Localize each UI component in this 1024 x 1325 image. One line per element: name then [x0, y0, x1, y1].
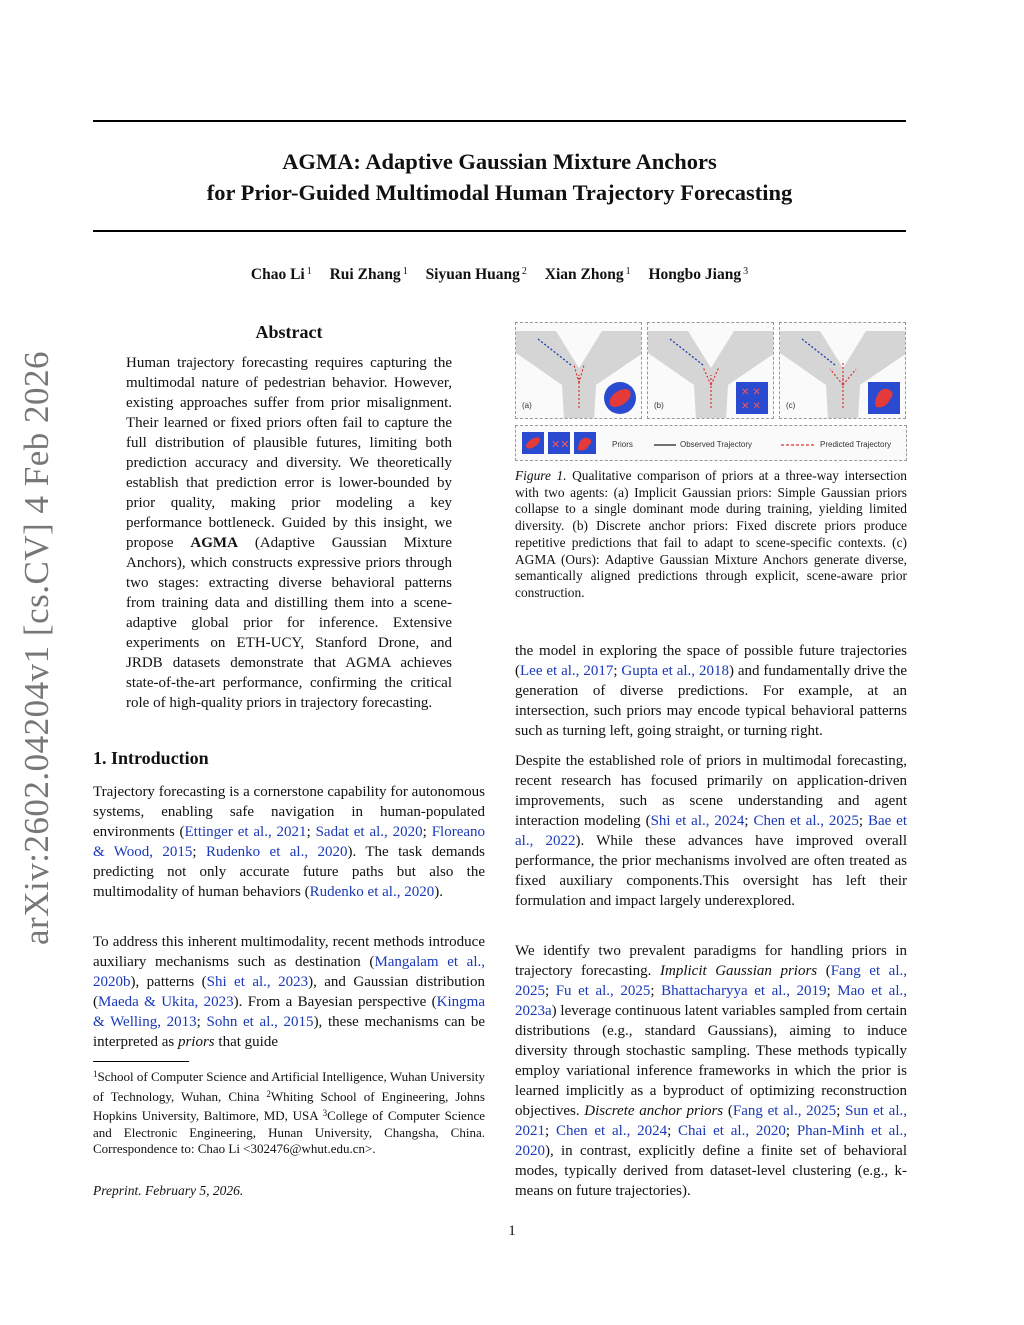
abstract-text: (Adaptive Gaussian Mixture Anchors), which constructs expressive priors through two stages: extracting diverse behavioral patterns from training data and distilling them into a scene-adaptive global prior for inference. Extensive experiments on ETH-UCY, Stanford Drone, and JRDB datasets demonstrate that AGMA achieves state-of-the-art performance, confirming the critical role of high-quality priors in trajectory forecasting. [126, 535, 452, 711]
legend-priors-label: Priors [612, 440, 633, 449]
citation-link[interactable]: Shi et al., 2023 [206, 974, 309, 990]
abstract-heading: Abstract [255, 322, 323, 342]
caption-label: Figure 1. [515, 468, 567, 483]
citation-link[interactable]: Chen et al., 2024 [555, 1123, 668, 1139]
author-name: Xian Zhong [544, 266, 624, 283]
page-number: 1 [508, 1223, 516, 1239]
paper-title [93, 146, 906, 208]
affiliation-footnote: $^1$School of Computer Science and Artificial Intelligence, Wuhan University of Technology, Wuhan, China $^2$Whiting School of Engineering, Johns Hopkins University, Baltimore, MD, USA $^3$College of Computer Science and Electronic Engineering, Hunan University, Changsha, China. Correspondence to: Chao Li <302476@whut.edu.cn>. [93, 1069, 485, 1157]
panel-label: (a) [522, 401, 532, 410]
intersection-diagram [516, 323, 642, 419]
intro-paragraph-2: To address this inherent multimodality, recent methods introduce auxiliary mechanisms such as destination (Mangalam et al., 2020b), patterns (Shi et al., 2023), and Gaussian distribution (Maeda & Ukita, 2023). From a Bayesian perspective (Kingma & Welling, 2013; Sohn et al., 2015), these mechanisms can be interpreted as priors that guide [93, 934, 485, 1050]
citation-link[interactable]: Floreano & Wood, 2015 [93, 824, 486, 860]
author [648, 266, 748, 283]
panel-label: (c) [786, 401, 796, 410]
citation-link[interactable]: Fang et al., 2025 [732, 1103, 837, 1119]
citation-link[interactable]: Mangalam et al., 2020b [93, 954, 485, 990]
author-affiliation: 2 [521, 266, 527, 277]
author-name: Rui Zhang [329, 266, 401, 283]
author [426, 266, 527, 283]
panel-label: (b) [654, 401, 664, 410]
svg-text:✕ ✕: ✕ ✕ [741, 401, 761, 412]
figure-panel-c [779, 322, 906, 419]
author [545, 266, 631, 283]
abstract-body [126, 353, 452, 713]
citation-link[interactable]: Shi et al., 2024 [650, 813, 745, 829]
svg-text:✕✕: ✕✕ [551, 438, 570, 451]
abstract-text: Human trajectory forecasting requires capturing the multimodal nature of pedestrian behavior. However, existing approaches suffer from prior misalignment. Their learned or fixed priors often fail to capture the full distribution of plausible futures, limiting both prediction accuracy and diversity. We theoretically establish that prediction error is lower-bounded by prior quality, making prior modeling a key performance bottleneck. Guided by this insight, we propose [126, 355, 452, 551]
title-bottom-rule [93, 230, 906, 232]
author-affiliation: 1 [625, 266, 631, 277]
author [251, 266, 312, 283]
col2-paragraph-3: We identify two prevalent paradigms for handling priors in trajectory forecasting. Implicit Gaussian priors (Fang et al., 2025; Fu et al., 2025; Bhattacharyya et al., 2019; Mao et al., 2023a) leverage continuous latent variables sampled from certain distributions (e.g., standard Gaussians), aiming to induce diversity through stochastic sampling. These methods typically employ variational inference frameworks in which the prior is learned implicitly as a byproduct of optimizing reconstruction objectives. Discrete anchor priors (Fang et al., 2025; Sun et al., 2021; Chen et al., 2024; Chai et al., 2020; Phan-Minh et al., 2020), in contrast, explicitly define a finite set of behavioral modes, typically derived from dataset-level clustering (e.g., k-means on future trajectories). [515, 943, 908, 1199]
citation-link[interactable]: Kingma & Welling, 2013 [93, 994, 485, 1030]
arxiv-stamp: arXiv:2602.04204v1 [cs.CV] 4 Feb 2026 [17, 350, 56, 945]
citation-link[interactable]: Ettinger et al., 2021 [184, 824, 307, 840]
citation-link[interactable]: Sun et al., 2021 [515, 1103, 908, 1139]
preprint-note: Preprint. February 5, 2026. [93, 1183, 244, 1198]
author-name: Hongbo Jiang [648, 266, 742, 283]
citation-link[interactable]: Rudenko et al., 2020 [205, 844, 348, 860]
abstract-method-name: AGMA [190, 535, 238, 551]
author-affiliation: 1 [402, 266, 408, 277]
col2-paragraph-1: the model in exploring the space of possible future trajectories (Lee et al., 2017; Gupta et al., 2018) and fundamentally drive the generation of diverse predictions. For example, at an intersection, such priors may encode typical behavioral patterns such as turning left, going straight, or turning right. [515, 643, 908, 739]
citation-link[interactable]: Chai et al., 2020 [678, 1123, 786, 1139]
col2-paragraph-2: Despite the established role of priors in multimodal forecasting, recent research has focused primarily on application-driven improvements, such as scene understanding and agent interaction modeling (Shi et al., 2024; Chen et al., 2025; Bae et al., 2022). While these advances have improved overall performance, the prior mechanisms involved are often treated as fixed auxiliary components.This oversight has left their formulation and impact largely underexplored. [515, 753, 907, 909]
citation-link[interactable]: Rudenko et al., 2020 [309, 884, 435, 900]
citation-link[interactable]: Bae et al., 2022 [515, 813, 907, 849]
author-name: Siyuan Huang [425, 266, 520, 283]
intersection-diagram [648, 323, 774, 419]
title-line-2: for Prior-Guided Multimodal Human Trajectory Forecasting [206, 180, 793, 205]
citation-link[interactable]: Lee et al., 2017 [520, 663, 614, 679]
title-top-rule [93, 120, 906, 122]
figure-1-caption [515, 468, 907, 602]
citation-link[interactable]: Fang et al., 2025 [515, 963, 908, 999]
citation-link[interactable]: Fu et al., 2025 [555, 983, 651, 999]
svg-text:✕ ✕: ✕ ✕ [741, 387, 761, 398]
section-heading-introduction: 1. Introduction [93, 748, 209, 768]
citation-link[interactable]: Mao et al., 2023a [515, 983, 907, 1019]
caption-text: Qualitative comparison of priors at a three-way intersection with two agents: (a) Implicit Gaussian priors: Simple Gaussian priors collapse to a single dominant mode during training, yielding limited diversity. (b) Discrete anchor priors: Fixed discrete priors produce repetitive predictions that fail to adapt to scene-specific contexts. (c) AGMA (Ours): Adaptive Gaussian Mixture Anchors generate diverse, semantically aligned predictions through explicit, scene-aware prior construction. [515, 468, 907, 600]
figure-1 [515, 322, 907, 463]
figure-legend [515, 425, 907, 461]
citation-link[interactable]: Gupta et al., 2018 [621, 663, 729, 679]
author-affiliation: 3 [743, 266, 749, 277]
author-affiliation: 1 [306, 266, 312, 277]
intersection-diagram [780, 323, 906, 419]
legend-observed-label: Observed Trajectory [680, 440, 753, 449]
title-line-1: AGMA: Adaptive Gaussian Mixture Anchors [282, 149, 717, 174]
author [330, 266, 408, 283]
footnote-rule [93, 1061, 189, 1062]
citation-link[interactable]: Sadat et al., 2020 [315, 824, 423, 840]
author-name: Chao Li [250, 266, 305, 283]
citation-link[interactable]: Chen et al., 2025 [753, 813, 859, 829]
intro-paragraph-1: Trajectory forecasting is a cornerstone capability for autonomous systems, enabling safe navigation in human-populated environments (Ettinger et al., 2021; Sadat et al., 2020; Floreano & Wood, 2015; Rudenko et al., 2020). The task demands predicting not only accurate future paths but also the multimodality of human behaviors (Rudenko et al., 2020). [93, 784, 486, 900]
author-list [93, 266, 906, 284]
citation-link[interactable]: Sohn et al., 2015 [206, 1014, 314, 1030]
citation-link[interactable]: Maeda & Ukita, 2023 [98, 994, 234, 1010]
citation-link[interactable]: Bhattacharyya et al., 2019 [661, 983, 827, 999]
citation-link[interactable]: Phan-Minh et al., 2020 [515, 1123, 908, 1159]
figure-panel-a [515, 322, 642, 419]
legend-predicted-label: Predicted Trajectory [820, 440, 892, 449]
figure-panel-b [647, 322, 774, 419]
